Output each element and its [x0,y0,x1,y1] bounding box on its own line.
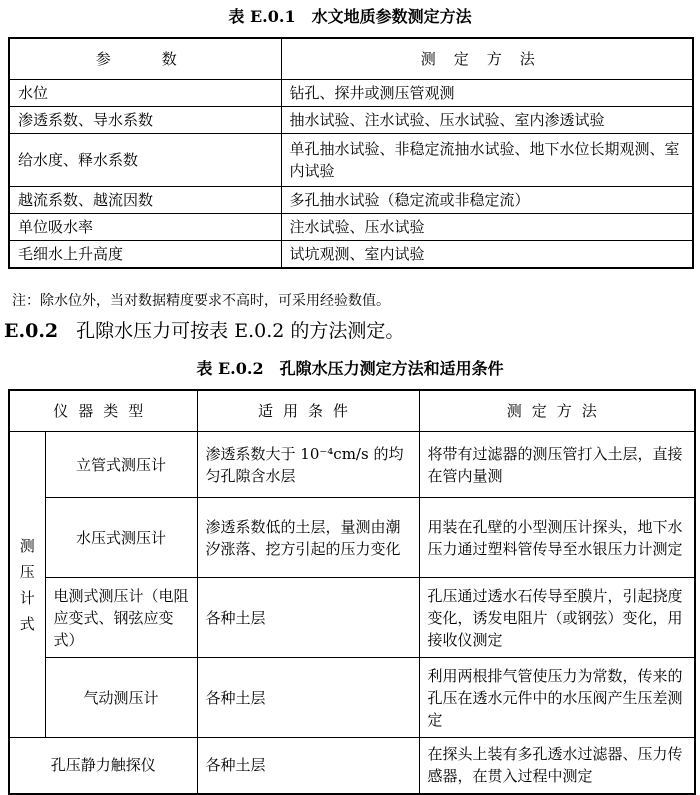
group-label: 测压计式 [19,536,35,633]
instrument-type-cell: 气动测压计 [45,658,197,738]
section-heading [4,316,404,343]
table-row [9,107,693,134]
section-number: E.0.2 [4,320,59,342]
instrument-type-cell: 电测式测压计（电阻应变式、钢弦应变式） [45,578,197,658]
header-parameter: 参 数 [9,38,281,80]
table-row [9,214,693,241]
table1-note: 注：除水位外，当对数据精度要求不高时，可采用经验数值。 [12,293,390,309]
condition-cell: 渗透系数低的土层，量测由潮汐涨落、挖方引起的压力变化 [197,498,419,578]
table-row [9,432,695,498]
hydro-parameters-table [8,37,694,269]
parameter-cell: 渗透系数、导水系数 [9,107,281,134]
method-cell: 多孔抽水试验（稳定流或非稳定流） [281,187,693,214]
header-method: 测定方法 [419,390,695,432]
table-row [9,658,695,738]
table-row [9,187,693,214]
parameter-cell: 给水度、释水系数 [9,134,281,187]
method-cell: 利用两根排气管使压力为常数，传来的孔压在透水元件中的水压阀产生压差测定 [419,658,695,738]
method-cell: 注水试验、压水试验 [281,214,693,241]
header-method: 测定方法 [281,38,693,80]
section-text: 孔隙水压力可按表 E.0.2 的方法测定。 [76,320,405,342]
parameter-cell: 越流系数、越流因数 [9,187,281,214]
table1-caption: 表 E.0.1 水文地质参数测定方法 [228,7,472,26]
method-cell: 试坑观测、室内试验 [281,241,693,269]
table-row [9,241,693,269]
table-row [9,134,693,187]
table-header-row [9,38,693,80]
condition-cell: 各种土层 [197,738,419,794]
instrument-type-cell: 水压式测压计 [45,498,197,578]
condition-cell: 渗透系数大于 10⁻⁴cm/s 的均匀孔隙含水层 [197,432,419,498]
table-row [9,738,695,794]
condition-cell: 各种土层 [197,578,419,658]
header-condition: 适用条件 [197,390,419,432]
parameter-cell: 单位吸水率 [9,214,281,241]
parameter-cell: 水位 [9,80,281,107]
method-cell: 用装在孔壁的小型测压计探头，地下水压力通过塑料管传导至水银压力计测定 [419,498,695,578]
method-cell: 单孔抽水试验、非稳定流抽水试验、地下水位长期观测、室内试验 [281,134,693,187]
parameter-cell: 毛细水上升高度 [9,241,281,269]
condition-cell: 各种土层 [197,658,419,738]
method-cell: 抽水试验、注水试验、压水试验、室内渗透试验 [281,107,693,134]
table-row [9,578,695,658]
pore-pressure-table [8,389,696,795]
method-cell: 钻孔、探井或测压管观测 [281,80,693,107]
method-cell: 将带有过滤器的测压管打入土层，直接在管内量测 [419,432,695,498]
table-row [9,80,693,107]
table2-caption: 表 E.0.2 孔隙水压力测定方法和适用条件 [196,359,504,378]
header-instrument-type: 仪器类型 [9,390,197,432]
method-cell: 在探头上装有多孔透水过滤器、压力传感器，在贯入过程中测定 [419,738,695,794]
instrument-type-cell: 立管式测压计 [45,432,197,498]
group-label-cell [9,432,45,738]
table-header-row [9,390,695,432]
method-cell: 孔压通过透水石传导至膜片，引起挠度变化，诱发电阻片（或钢弦）变化，用接收仪测定 [419,578,695,658]
table-row [9,498,695,578]
instrument-type-cell: 孔压静力触探仪 [9,738,197,794]
